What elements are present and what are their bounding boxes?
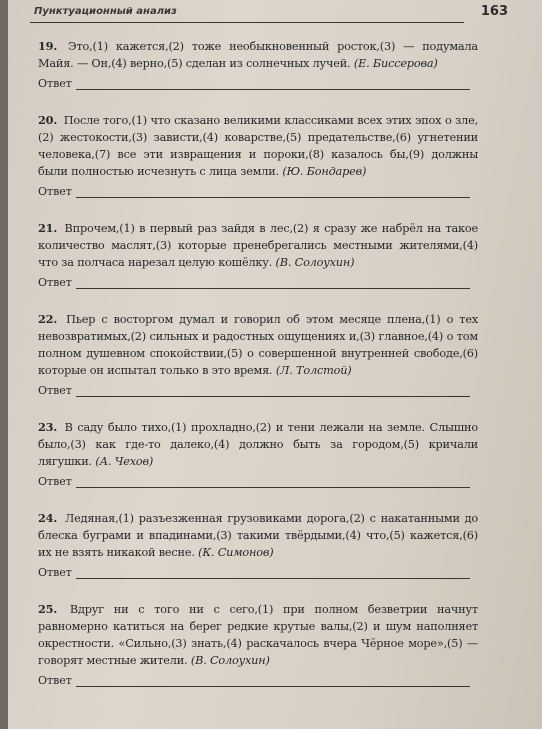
task-number: 24. <box>38 511 58 525</box>
answer-label: Ответ <box>38 276 72 289</box>
task-number: 25. <box>38 602 58 616</box>
task-number: 22. <box>38 312 58 326</box>
task-author: (Ю. Бондарев) <box>282 165 367 178</box>
task-text <box>38 311 478 379</box>
task-19 <box>38 38 478 90</box>
task-sentence: Пьер с восторгом думал и говорил об этом месяце плена,(1) о тех невозвратимых,(2) сильных и радостных ощущениях и,(3) главное,(4) о том полном душевном спокойствии,(5) о совершенной внутренней свободе,(6) которые он испытал только в это время. <box>38 313 478 377</box>
answer-label: Ответ <box>38 185 72 198</box>
task-sentence: В саду было тихо,(1) прохладно,(2) и тени лежали на земле. Слышно было,(3) как где-то далеко,(4) должно быть за городом,(5) кричали лягушки. <box>38 421 478 468</box>
task-text <box>38 220 478 271</box>
task-number: 19. <box>38 39 58 53</box>
task-sentence: Ледяная,(1) разъезженная грузовиками дорога,(2) с накатанными до блеска буграми и впадинами,(3) такими твёрдыми,(4) что,(5) кажется,(6) их не взять никакой весне. <box>38 512 478 559</box>
task-text <box>38 112 478 180</box>
answer-row <box>38 185 478 198</box>
answer-row <box>38 77 478 90</box>
header-rule <box>30 22 464 23</box>
task-21 <box>38 220 478 289</box>
task-24 <box>38 510 478 579</box>
answer-line[interactable] <box>76 569 470 579</box>
page-number: 163 <box>480 4 508 19</box>
answer-row <box>38 276 478 289</box>
task-number: 20. <box>38 113 58 127</box>
task-20 <box>38 112 478 198</box>
answer-label: Ответ <box>38 566 72 579</box>
answer-line[interactable] <box>76 478 470 488</box>
answer-line[interactable] <box>76 677 470 687</box>
answer-line[interactable] <box>76 188 470 198</box>
answer-row <box>38 566 478 579</box>
answer-label: Ответ <box>38 475 72 488</box>
answer-line[interactable] <box>76 387 470 397</box>
task-author: (Е. Биссерова) <box>353 57 438 70</box>
task-author: (К. Симонов) <box>198 546 274 559</box>
task-author: (В. Солоухин) <box>190 654 270 667</box>
task-sentence: Это,(1) кажется,(2) тоже необыкновенный росток,(3) — подумала Майя. — Он,(4) верно,(5) сделан из солнечных лучей. <box>38 40 478 70</box>
task-22 <box>38 311 478 397</box>
answer-label: Ответ <box>38 384 72 397</box>
task-number: 23. <box>38 420 58 434</box>
task-author: (Л. Толстой) <box>275 364 352 377</box>
answer-label: Ответ <box>38 77 72 90</box>
task-sentence: Вдруг ни с того ни с сего,(1) при полном безветрии начнут равномерно катиться на берег редкие крутые валы,(2) и шум наполняет окрестности. «Сильно,(3) знать,(4) раскачалось вчера Чёрное море»,(5) — говорят местные жители. <box>38 603 478 667</box>
running-head: Пунктуационный анализ <box>34 6 177 17</box>
answer-line[interactable] <box>76 279 470 289</box>
answer-line[interactable] <box>76 80 470 90</box>
task-text <box>38 601 478 669</box>
task-sentence: Впрочем,(1) в первый раз зайдя в лес,(2) я сразу же набрёл на такое количество маслят,(3) которые пренебрегались местными жителями,(4) что за полчаса нарезал целую кошёлку. <box>38 222 478 269</box>
answer-row <box>38 475 478 488</box>
task-sentence: После того,(1) что сказано великими классиками всех этих эпох о зле,(2) жестокости,(3) зависти,(4) коварстве,(5) предательстве,(6) угнетении человека,(7) все эти извращения и пороки,(8) казалось бы,(9) должны были полностью исчезнуть с лица земли. <box>38 114 478 178</box>
answer-label: Ответ <box>38 674 72 687</box>
task-23 <box>38 419 478 488</box>
task-author: (А. Чехов) <box>95 455 154 468</box>
task-list <box>38 38 478 709</box>
answer-row <box>38 674 478 687</box>
task-text <box>38 510 478 561</box>
task-text <box>38 419 478 470</box>
task-author: (В. Солоухин) <box>275 256 355 269</box>
task-number: 21. <box>38 221 58 235</box>
task-text <box>38 38 478 72</box>
book-page <box>8 0 542 729</box>
answer-row <box>38 384 478 397</box>
task-25 <box>38 601 478 687</box>
